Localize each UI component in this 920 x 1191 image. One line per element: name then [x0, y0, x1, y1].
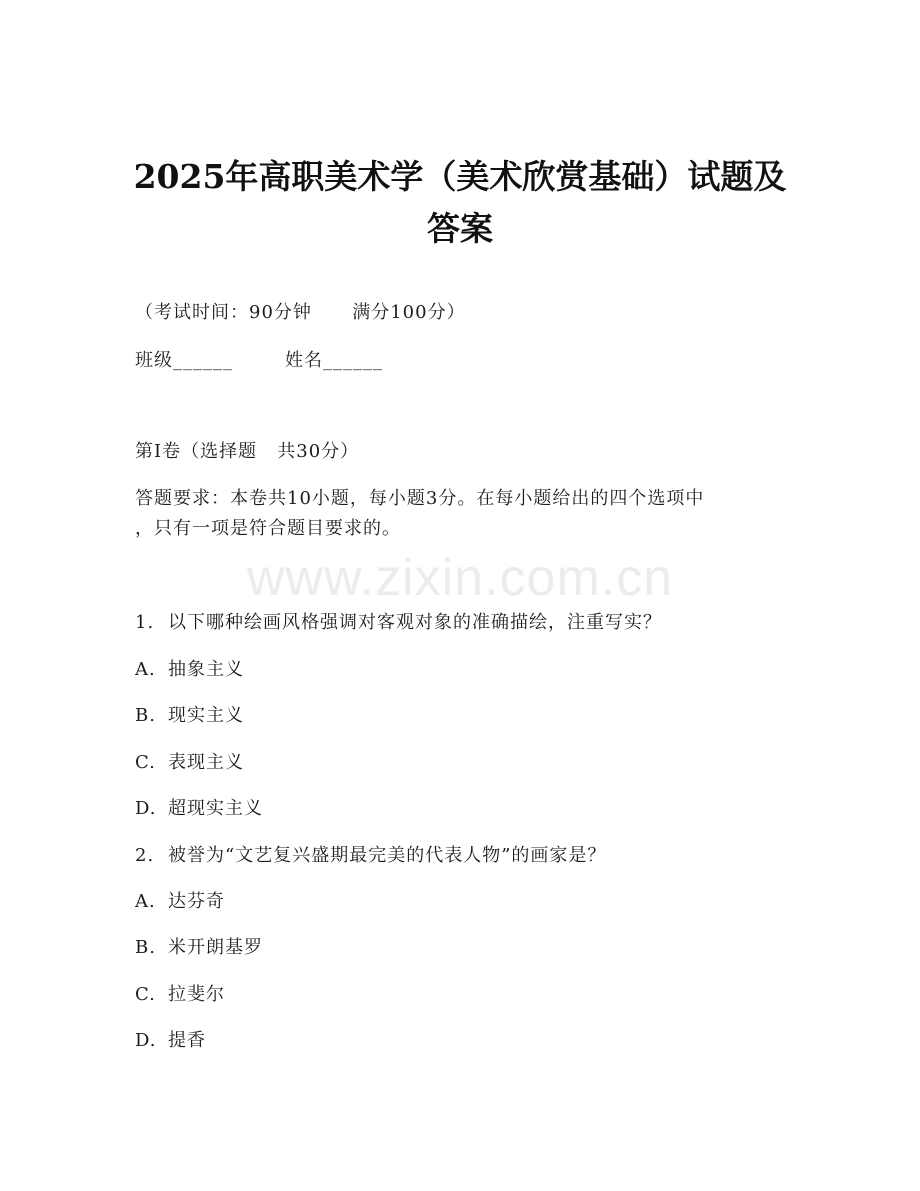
watermark: www.zixin.com.cn [246, 549, 674, 607]
question-2-option-d[interactable] [135, 1028, 206, 1054]
option-letter: B. [135, 705, 156, 726]
option-letter: B. [135, 937, 156, 958]
question-1-option-c[interactable] [135, 750, 244, 776]
option-text: 抽象主义 [168, 659, 244, 680]
option-text: 达芬奇 [168, 891, 225, 912]
name-field-label: 姓名______ [285, 350, 383, 371]
option-letter: C. [135, 984, 156, 1005]
student-info-row [135, 348, 383, 374]
document-title-line-1: 2025年高职美术学（美术欣赏基础）试题及 [133, 157, 787, 196]
question-1-option-a[interactable] [135, 657, 244, 683]
instructions-line-1: 答题要求：本卷共10小题，每小题3分。在每小题给出的四个选项中 [135, 488, 705, 509]
option-text: 现实主义 [168, 705, 244, 726]
question-2-option-a[interactable] [135, 889, 225, 915]
question-text: 被誉为“文艺复兴盛期最完美的代表人物”的画家是？ [168, 845, 607, 866]
question-1-option-b[interactable] [135, 703, 244, 729]
class-field-label: 班级______ [135, 350, 233, 371]
document-title-line-2: 答案 [427, 209, 493, 248]
option-text: 超现实主义 [168, 798, 263, 819]
option-letter: D. [135, 798, 157, 819]
question-1-option-d[interactable] [135, 796, 263, 822]
section-title: 第I卷（选择题 共30分） [135, 441, 360, 462]
option-text: 米开朗基罗 [168, 937, 263, 958]
option-text: 提香 [168, 1030, 206, 1051]
question-text: 以下哪种绘画风格强调对客观对象的准确描绘，注重写实？ [168, 612, 662, 633]
question-1 [135, 610, 662, 636]
option-letter: D. [135, 1030, 157, 1051]
option-text: 表现主义 [168, 752, 244, 773]
question-2-option-b[interactable] [135, 935, 263, 961]
question-number: 2. [135, 845, 155, 866]
option-letter: A. [135, 659, 156, 680]
question-number: 1. [135, 612, 155, 633]
option-letter: C. [135, 752, 156, 773]
option-text: 拉斐尔 [168, 984, 225, 1005]
exam-info: （考试时间：90分钟 满分100分） [135, 302, 466, 323]
option-letter: A. [135, 891, 156, 912]
instructions-line-2: ，只有一项是符合题目要求的。 [135, 518, 401, 539]
question-2 [135, 843, 606, 869]
question-2-option-c[interactable] [135, 982, 225, 1008]
